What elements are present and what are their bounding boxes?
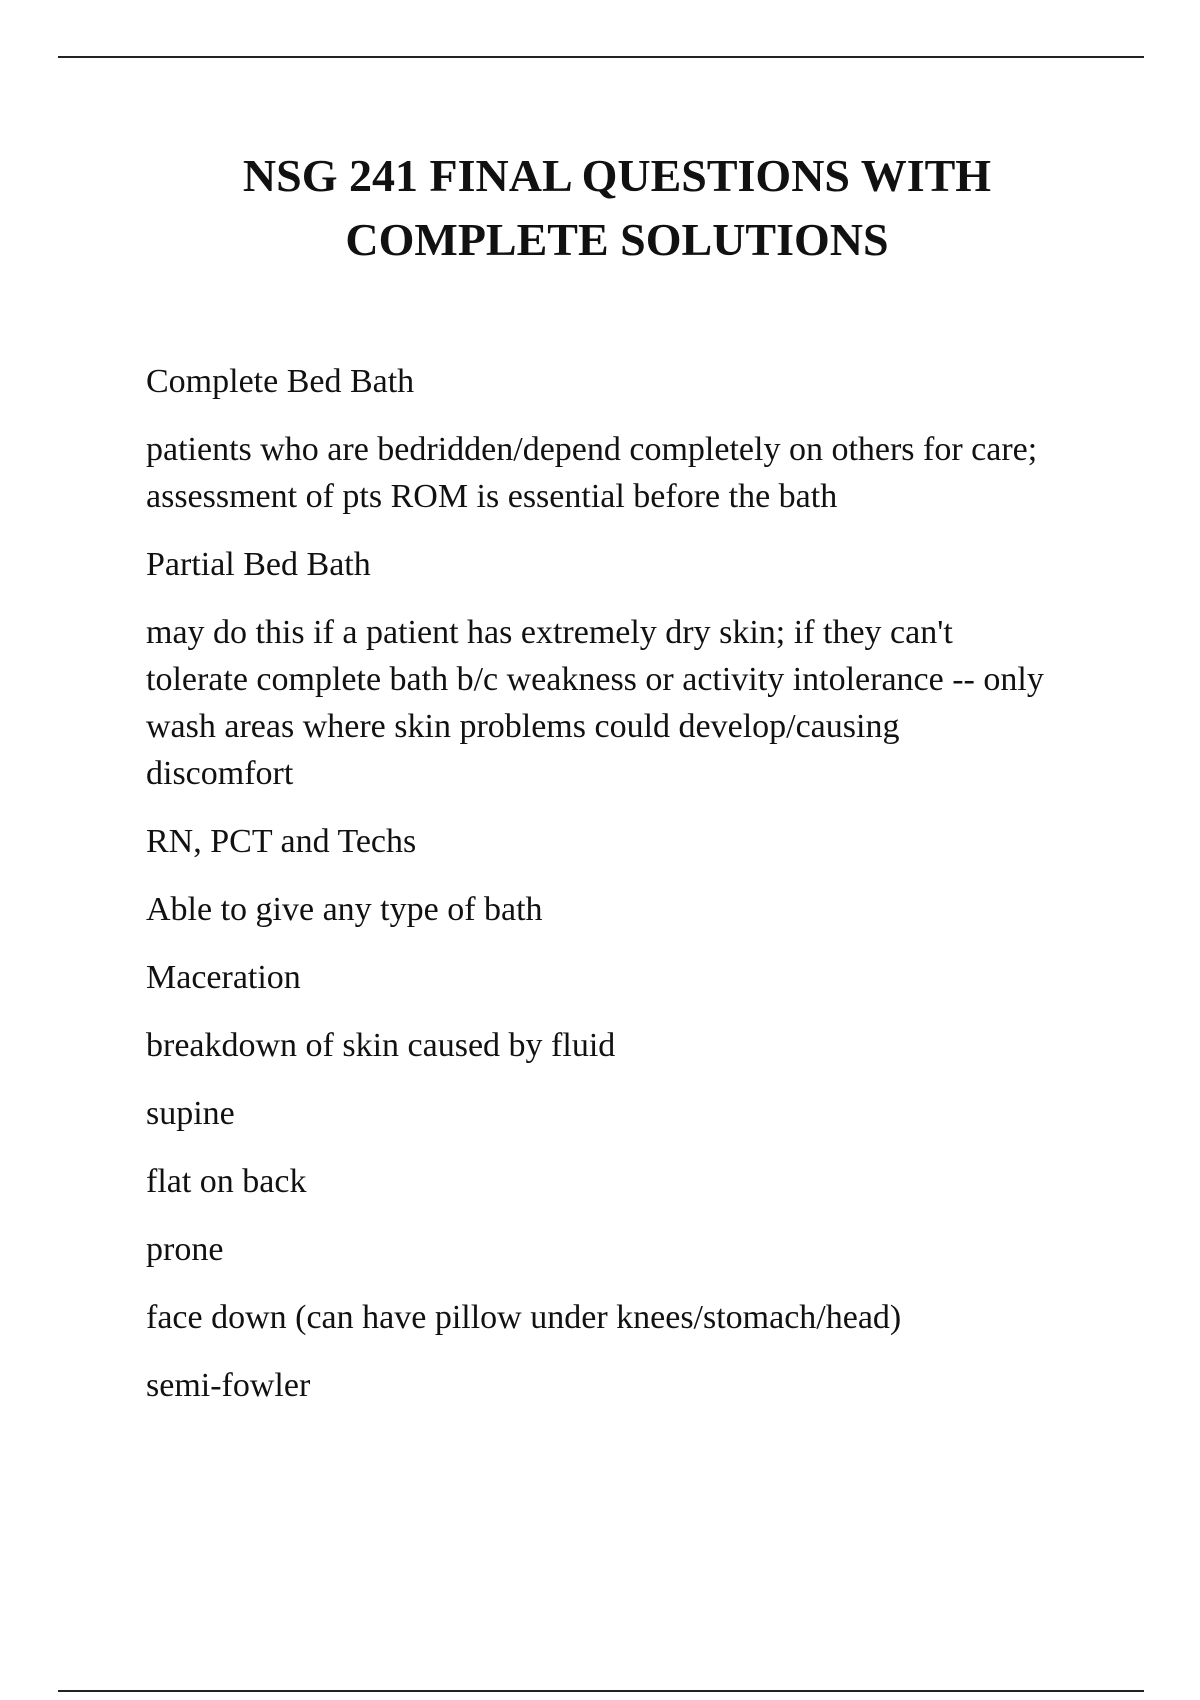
definition-supine: flat on back <box>146 1163 307 1200</box>
page-title-line-1: NSG 241 FINAL QUESTIONS WITH <box>242 150 992 201</box>
definition-complete-bed-bath: patients who are bedridden/depend completely on others for care; assessment of pts ROM is essential before the bath <box>146 431 1038 515</box>
term-partial-bed-bath: Partial Bed Bath <box>146 546 371 583</box>
page-title-line-2: COMPLETE SOLUTIONS <box>345 214 889 265</box>
definition-rn-pct-techs: Able to give any type of bath <box>146 891 543 928</box>
definition-prone: face down (can have pillow under knees/stomach/head) <box>146 1299 902 1336</box>
flashcard-list <box>146 358 1046 1430</box>
top-rule <box>58 56 1144 58</box>
definition-partial-bed-bath: may do this if a patient has extremely dry skin; if they can't tolerate complete bath b/c weakness or activity intolerance -- only wash areas where skin problems could develop/causing discomfort <box>146 614 1044 792</box>
bottom-rule <box>58 1690 1144 1692</box>
term-maceration: Maceration <box>146 959 301 996</box>
term-supine: supine <box>146 1095 235 1132</box>
page-title <box>130 144 1104 272</box>
term-rn-pct-techs: RN, PCT and Techs <box>146 823 417 860</box>
definition-maceration: breakdown of skin caused by fluid <box>146 1027 616 1064</box>
term-complete-bed-bath: Complete Bed Bath <box>146 363 415 400</box>
term-semi-fowler: semi-fowler <box>146 1367 311 1404</box>
term-prone: prone <box>146 1231 224 1268</box>
